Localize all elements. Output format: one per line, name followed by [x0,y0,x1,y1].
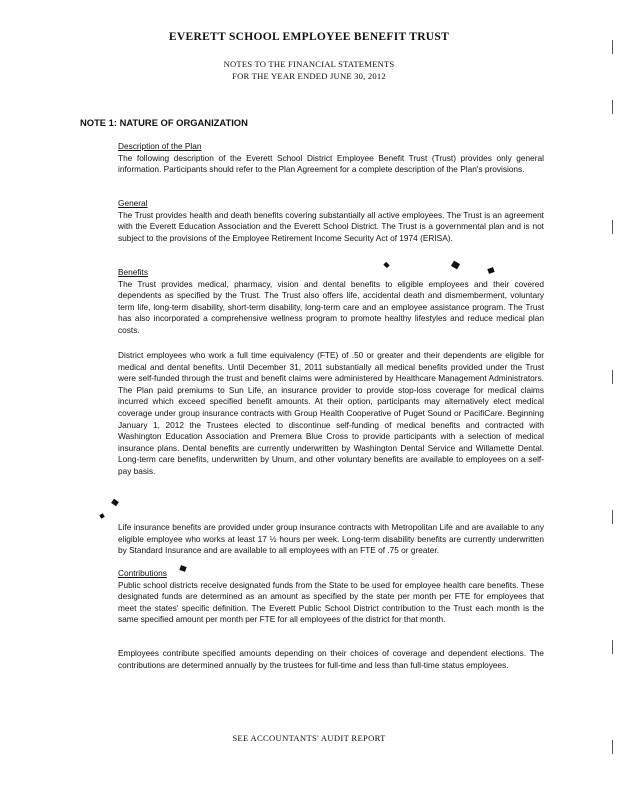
edge-mark [612,40,613,54]
paragraph-district: District employees who work a full time equivalency (FTE) of .50 or greater and their dependents are eligible for medical and dental benefits. Until December 31, 2011 substantially all medical benefits provided under the Trust were self-funded through the trust and benefit claims were administered by Healthcare Management Administrators. The Plan paid premiums to Sun Life, an insurance provider to provide stop-loss coverage for medical claims incurred which exceed specified benefit amounts. At their option, participants may alternatively elect medical coverage under group insurance contracts with Group Health Cooperative of Puget Sound or PacifiCare. Beginning January 1, 2012 the Trustees elected to discontinue self-funding of medical benefits and contracted with Washington Education Association and Premera Blue Cross to provide participants with a selection of medical insurance plans. Dental benefits are currently underwritten by Washington Dental Service and Willamette Dental. Long-term care benefits, underwritten by Unum, and other voluntary benefits are available to employees on a self-pay basis. [118,350,544,476]
edge-mark [612,220,613,234]
scan-artifact [99,513,104,518]
section-label-benefits: Benefits [118,267,148,277]
section-employee-contributions [118,648,544,671]
edge-mark [612,740,613,754]
section-label-description: Description of the Plan [118,141,202,151]
document-title: EVERETT SCHOOL EMPLOYEE BENEFIT TRUST [168,31,450,43]
paragraph-description: The following description of the Everett School District Employee Benefit Trust (Trust) provides only general information. Participants should refer to the Plan Agreement for a complete description of the Plan's provisions. [118,152,544,175]
section-description [118,141,544,176]
section-general [118,198,544,244]
edge-mark [612,100,613,114]
paragraph-general: The Trust provides health and death benefits covering substantially all active employees. The Trust is an agreement with the Everett Education Association and the Everett School District. The Trust is a governmental plan and is not subject to the provisions of the Employee Retirement Income Security Act of 1974 (ERISA). [118,209,544,243]
section-insurance [118,522,544,557]
paragraph-employee-contributions: Employees contribute specified amounts depending on their choices of coverage and dependent elections. The contributions are determined annually by the trustees for full-time and less than full-time status employees. [118,648,544,670]
document-subtitle-period: FOR THE YEAR ENDED JUNE 30, 2012 [232,71,386,81]
scan-artifact [111,499,119,507]
section-contributions [118,568,544,626]
section-district [118,350,544,478]
section-label-general: General [118,198,148,208]
edge-mark [612,640,613,654]
section-label-contributions: Contributions [118,568,167,578]
edge-mark [612,370,613,384]
edge-mark [612,510,613,524]
document-subtitle-notes: NOTES TO THE FINANCIAL STATEMENTS [223,59,395,69]
paragraph-contributions: Public school districts receive designated funds from the State to be used for employee health care benefits. These designated funds are determined as an amount as specified by the state per month per FTE for employees that meet the states' specific definition. The Everett Public School District contribution to the Trust each month is the same specified amount per month per FTE for all employees of the district for that month. [118,579,544,625]
paragraph-benefits: The Trust provides medical, pharmacy, vision and dental benefits to eligible employees and their covered dependents as specified by the Trust. The Trust also offers life, accidental death and dismemberment, voluntary term life, long-term disability, short-term disability, long-term care and an employee assistance program. The Trust has also incorporated a comprehensive wellness program to promote healthy lifestyles and reduce medical plan costs. [118,278,544,335]
paragraph-insurance: Life insurance benefits are provided under group insurance contracts with Metropolitan Life and are available to any eligible employee who works at least 17 ½ hours per week. Long-term disability benefits are currently underwritten by Standard Insurance and are available to all employees with an FTE of .75 or greater. [118,522,544,556]
scan-edge-marks [612,40,614,780]
note-heading: NOTE 1: NATURE OF ORGANIZATION [80,117,248,128]
document-footer: SEE ACCOUNTANTS' AUDIT REPORT [232,733,386,743]
section-benefits [118,267,544,337]
